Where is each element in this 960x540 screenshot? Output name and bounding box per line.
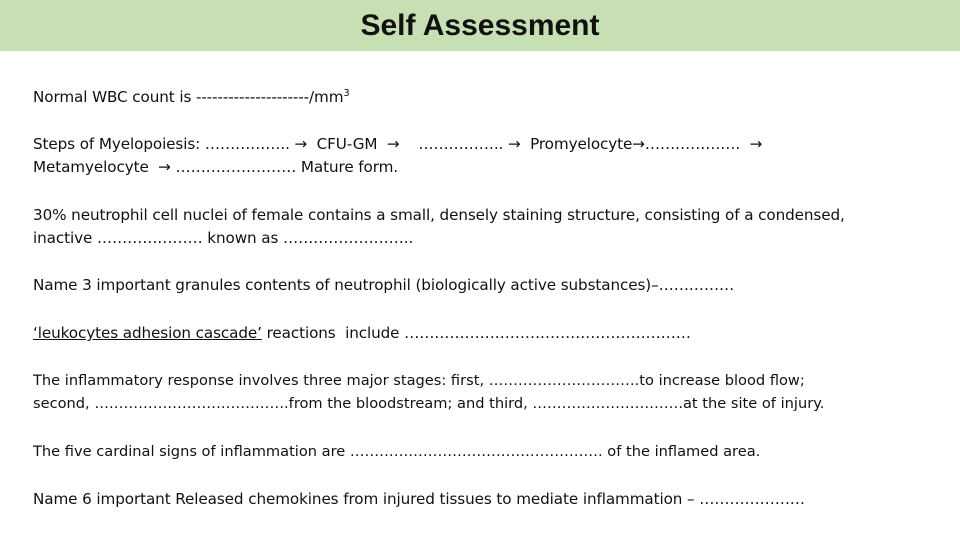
- question-cardinal-signs: [33, 440, 943, 463]
- wbc-blank: ---------------------: [196, 88, 310, 106]
- question-list: [33, 86, 943, 511]
- question-barr-body: [33, 204, 943, 250]
- wbc-prefix: Normal WBC count is: [33, 88, 197, 106]
- granules-text: Name 3 important granules contents of neutrophil (biologically active substances)–……………: [33, 276, 735, 294]
- question-chemokines: [33, 488, 943, 511]
- cascade-rest: reactions include …………………………………………………: [261, 324, 691, 342]
- myelopoiesis-line-1: Steps of Myelopoiesis: …………….. → CFU-GM → …………….. → Promyelocyte→………………. →: [33, 135, 763, 153]
- inflammatory-stages-line-2: second, ………………………………….from the bloodstream; and third, ………………………….at the site of injury.: [33, 395, 825, 412]
- wbc-unit-exponent: 3: [343, 87, 350, 99]
- barr-body-line-2: inactive ………………… known as ……………………..: [33, 229, 414, 247]
- barr-body-line-1: 30% neutrophil cell nuclei of female contains a small, densely staining structure, consisting of a condensed,: [33, 206, 845, 224]
- question-granules: [33, 274, 943, 297]
- myelopoiesis-line-2: Metamyelocyte → …………………… Mature form.: [33, 158, 399, 176]
- inflammatory-stages-line-1: The inflammatory response involves three major stages: first, ………………………….to increase blood flow;: [33, 372, 805, 389]
- page-title: Self Assessment: [360, 9, 600, 42]
- cascade-term: ‘leukocytes adhesion cascade’: [33, 324, 262, 342]
- chemokines-text: Name 6 important Released chemokines from injured tissues to mediate inflammation – …………………: [33, 490, 805, 508]
- wbc-unit: /mm: [309, 88, 344, 106]
- question-myelopoiesis: [33, 133, 943, 179]
- cardinal-signs-text: The five cardinal signs of inflammation are ……………………………………………. of the inflamed area.: [33, 443, 761, 460]
- question-adhesion-cascade: [33, 322, 943, 345]
- question-wbc-count: [33, 86, 943, 109]
- question-inflammatory-stages: [33, 369, 943, 415]
- title-bar: [0, 0, 960, 51]
